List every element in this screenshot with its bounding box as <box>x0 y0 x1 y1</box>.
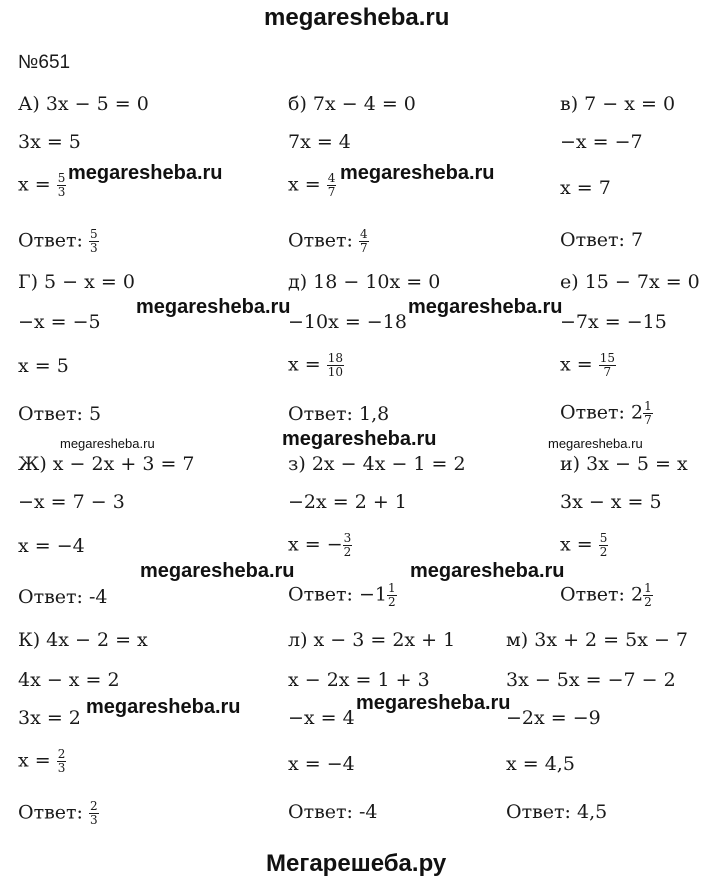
watermark: megaresheba.ru <box>68 162 223 184</box>
eq-z-2: −2x = 2 + 1 <box>288 491 407 513</box>
answer-l: Ответ: -4 <box>288 801 378 823</box>
eq-e-1: е) 15 − 7x = 0 <box>560 271 700 293</box>
site-header-title: megaresheba.ru <box>264 4 450 31</box>
watermark: megaresheba.ru <box>356 692 511 714</box>
eq-a-1: А) 3x − 5 = 0 <box>18 93 149 115</box>
eq-i-1: и) 3x − 5 = x <box>560 453 688 475</box>
answer-g: Ответ: 5 <box>18 403 102 425</box>
eq-g-2: −x = −5 <box>18 311 101 333</box>
answer-e: Ответ: 2 $\frac{1}{7}$ <box>560 399 652 427</box>
eq-d-1: д) 18 − 10x = 0 <box>288 271 441 293</box>
watermark-small: megaresheba.ru <box>548 436 643 451</box>
eq-b-3: x = $\frac{4}{7}$ <box>288 171 336 199</box>
eq-z-3: x = − $\frac{3}{2}$ <box>288 531 352 559</box>
eq-m-4: x = 4,5 <box>506 753 575 775</box>
eq-a-3: x = $\frac{5}{3}$ <box>18 171 66 199</box>
eq-z-1: з) 2x − 4x − 1 = 2 <box>288 453 466 475</box>
eq-l-1: л) x − 3 = 2x + 1 <box>288 629 456 651</box>
eq-e-3: x = $\frac{15}{7}$ <box>560 351 615 379</box>
eq-k-4: x = $\frac{2}{3}$ <box>18 747 66 775</box>
eq-a-2: 3x = 5 <box>18 131 81 153</box>
watermark: megaresheba.ru <box>140 560 295 582</box>
watermark-small: megaresheba.ru <box>60 436 155 451</box>
answer-a: Ответ: $\frac{5}{3}$ <box>18 227 98 255</box>
watermark: megaresheba.ru <box>340 162 495 184</box>
eq-l-2: x − 2x = 1 + 3 <box>288 669 430 691</box>
eq-zh-1: Ж) x − 2x + 3 = 7 <box>18 453 195 475</box>
eq-b-1: б) 7x − 4 = 0 <box>288 93 416 115</box>
eq-m-3: −2x = −9 <box>506 707 601 729</box>
problem-number: №651 <box>18 52 71 73</box>
watermark: megaresheba.ru <box>410 560 565 582</box>
eq-d-2: −10x = −18 <box>288 311 407 333</box>
answer-k: Ответ: $\frac{2}{3}$ <box>18 799 98 827</box>
answer-m: Ответ: 4,5 <box>506 801 608 823</box>
eq-v-1: в) 7 − x = 0 <box>560 93 676 115</box>
site-footer-title: Мегарешеба.ру <box>266 850 447 877</box>
eq-l-4: x = −4 <box>288 753 355 775</box>
eq-v-3: x = 7 <box>560 177 611 199</box>
watermark: megaresheba.ru <box>408 296 563 318</box>
answer-zh: Ответ: -4 <box>18 586 108 608</box>
eq-k-2: 4x − x = 2 <box>18 669 120 691</box>
watermark: megaresheba.ru <box>282 428 437 450</box>
eq-i-3: x = $\frac{5}{2}$ <box>560 531 608 559</box>
eq-i-2: 3x − x = 5 <box>560 491 662 513</box>
eq-k-3: 3x = 2 <box>18 707 81 729</box>
answer-z: Ответ: −1 $\frac{1}{2}$ <box>288 581 396 609</box>
eq-m-2: 3x − 5x = −7 − 2 <box>506 669 676 691</box>
eq-g-3: x = 5 <box>18 355 69 377</box>
eq-l-3: −x = 4 <box>288 707 355 729</box>
eq-d-3: x = $\frac{18}{10}$ <box>288 351 343 379</box>
eq-k-1: К) 4x − 2 = x <box>18 629 148 651</box>
eq-g-1: Г) 5 − x = 0 <box>18 271 135 293</box>
eq-b-2: 7x = 4 <box>288 131 351 153</box>
answer-d: Ответ: 1,8 <box>288 403 390 425</box>
eq-m-1: м) 3x + 2 = 5x − 7 <box>506 629 689 651</box>
watermark: megaresheba.ru <box>136 296 291 318</box>
eq-zh-2: −x = 7 − 3 <box>18 491 125 513</box>
answer-v: Ответ: 7 <box>560 229 644 251</box>
answer-b: Ответ: $\frac{4}{7}$ <box>288 227 368 255</box>
eq-zh-3: x = −4 <box>18 535 85 557</box>
eq-v-2: −x = −7 <box>560 131 643 153</box>
answer-i: Ответ: 2 $\frac{1}{2}$ <box>560 581 652 609</box>
eq-e-2: −7x = −15 <box>560 311 667 333</box>
watermark: megaresheba.ru <box>86 696 241 718</box>
